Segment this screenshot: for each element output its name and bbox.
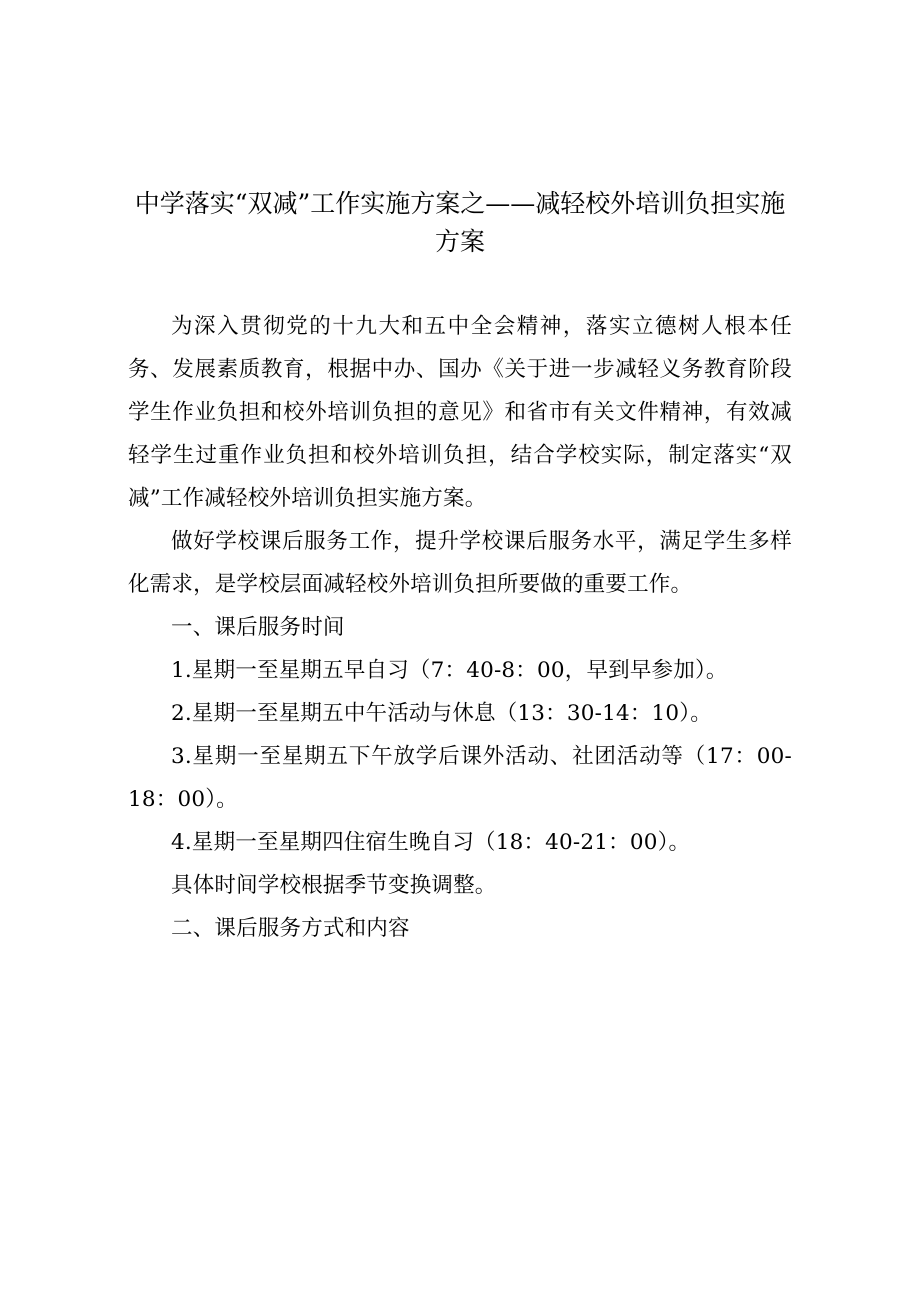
document-body	[128, 185, 792, 950]
heading-section-one: 一、课后服务时间	[171, 615, 345, 640]
paragraph-after-school-service-overview: 做好学校课后服务工作，提升学校课后服务水平，满足学生多样化需求，是学校层面减轻校外培训负担所要做的重要工作。	[128, 529, 792, 597]
paragraph-seasonal-adjustment: 具体时间学校根据季节变换调整。	[171, 873, 497, 898]
title-spacer	[128, 261, 792, 305]
heading-section-two: 二、课后服务方式和内容	[171, 916, 410, 941]
list-item-noon-activity: 2.星期一至星期五中午活动与休息（13：30-14：10）。	[171, 701, 712, 726]
paragraph-intro: 为深入贯彻党的十九大和五中全会精神，落实立德树人根本任务、发展素质教育，根据中办、国办《关于进一步减轻义务教育阶段学生作业负担和校外培训负担的意见》和省市有关文件精神，有效减轻学生过重作业负担和校外培训负担，结合学校实际，制定落实“双减”工作减轻校外培训负担实施方案。	[128, 314, 792, 511]
document-title: 中学落实“双减”工作实施方案之——减轻校外培训负担实施方案	[134, 189, 786, 256]
list-item-evening-study: 4.星期一至星期四住宿生晚自习（18：40-21：00）。	[171, 830, 691, 855]
list-item-morning-study: 1.星期一至星期五早自习（7：40-8：00，早到早参加）。	[171, 658, 728, 683]
list-item-afternoon-activity: 3.星期一至星期五下午放学后课外活动、社团活动等（17：00-18：00）。	[128, 744, 792, 812]
